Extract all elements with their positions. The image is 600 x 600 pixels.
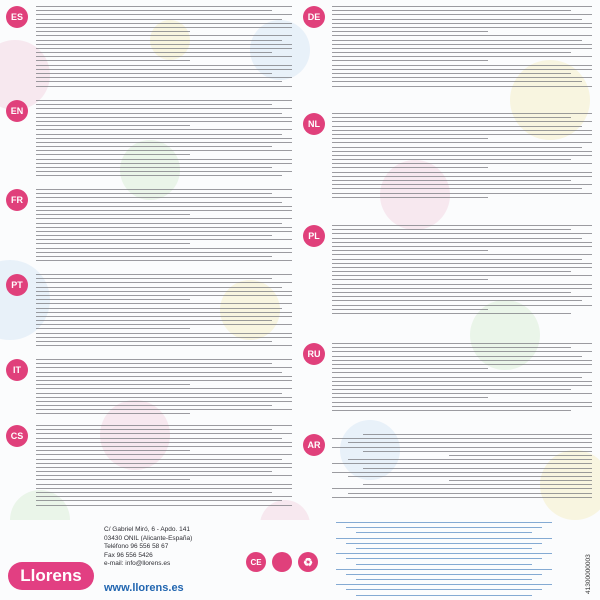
text-line xyxy=(332,393,592,394)
text-line xyxy=(36,227,292,228)
text-line xyxy=(36,73,272,74)
warning-section-de xyxy=(300,4,600,111)
language-badge: EN xyxy=(6,100,28,122)
text-line xyxy=(332,300,582,301)
text-line xyxy=(36,405,272,406)
text-line xyxy=(332,381,592,382)
text-line xyxy=(36,312,292,313)
text-line xyxy=(449,480,592,481)
text-line xyxy=(332,356,582,357)
text-line xyxy=(36,341,272,342)
text-line xyxy=(36,433,292,434)
text-line xyxy=(36,69,292,70)
address-line: Fax 96 556 5426 xyxy=(104,551,153,559)
text-line xyxy=(348,442,592,443)
text-line xyxy=(332,172,592,173)
text-line xyxy=(36,19,282,20)
notice-line xyxy=(336,584,553,585)
text-line xyxy=(332,296,592,297)
text-line xyxy=(36,467,292,468)
text-line xyxy=(36,235,272,236)
language-badge: RU xyxy=(303,343,325,365)
text-line xyxy=(332,23,592,24)
brand-logo xyxy=(8,556,100,592)
notice-line xyxy=(356,548,532,549)
text-line xyxy=(36,129,292,130)
text-line xyxy=(36,252,292,253)
text-line xyxy=(36,243,190,244)
text-line xyxy=(332,364,592,365)
text-line xyxy=(36,27,292,28)
text-line xyxy=(363,434,592,435)
text-line xyxy=(332,288,592,289)
notice-line xyxy=(346,574,543,575)
notice-line xyxy=(356,564,532,565)
text-line xyxy=(36,320,272,321)
text-line xyxy=(36,142,292,143)
product-code xyxy=(584,520,596,600)
text-line xyxy=(36,108,292,109)
text-line xyxy=(36,189,292,190)
warning-section-fr xyxy=(0,187,300,272)
text-line xyxy=(332,138,488,139)
text-line xyxy=(36,171,292,172)
text-line xyxy=(36,48,292,49)
language-badge: PL xyxy=(303,225,325,247)
text-line xyxy=(36,303,292,304)
text-line xyxy=(332,86,592,87)
text-line xyxy=(332,184,592,185)
text-line xyxy=(36,291,292,292)
warning-text-block xyxy=(36,359,292,421)
text-line xyxy=(36,134,282,135)
language-badge: CS xyxy=(6,425,28,447)
text-line xyxy=(36,6,292,7)
warning-text-block xyxy=(36,100,292,185)
text-line xyxy=(36,40,282,41)
address-line: C/ Gabriel Miró, 6 - Apdo. 141 xyxy=(104,526,190,533)
text-line xyxy=(36,175,282,176)
text-line xyxy=(36,81,282,82)
text-line xyxy=(36,328,190,329)
text-line xyxy=(36,380,292,381)
keep-information-notice xyxy=(318,522,570,600)
text-line xyxy=(332,142,592,143)
certification-marks xyxy=(246,552,326,576)
text-line xyxy=(36,500,282,501)
text-line xyxy=(36,231,292,232)
text-line xyxy=(36,363,272,364)
text-line xyxy=(332,73,571,74)
text-line xyxy=(36,274,292,275)
age-warning-icon xyxy=(272,552,292,572)
text-line xyxy=(332,193,592,194)
warning-text-block xyxy=(332,225,592,339)
text-line xyxy=(36,223,282,224)
ce-mark-icon: CE xyxy=(246,552,266,572)
text-line xyxy=(348,476,592,477)
text-line xyxy=(332,180,571,181)
text-line xyxy=(363,468,592,469)
text-line xyxy=(332,389,571,390)
text-line xyxy=(36,454,292,455)
text-line xyxy=(36,138,292,139)
text-line xyxy=(36,197,292,198)
text-line xyxy=(332,267,592,268)
text-line xyxy=(332,275,592,276)
text-line xyxy=(36,446,292,447)
right-column xyxy=(300,0,600,520)
text-line xyxy=(36,367,292,368)
text-line xyxy=(332,167,488,168)
warning-section-en xyxy=(0,98,300,187)
text-line xyxy=(36,337,292,338)
text-line xyxy=(36,316,292,317)
address-line: e-mail: info@llorens.es xyxy=(104,560,171,568)
language-badge: IT xyxy=(6,359,28,381)
text-line xyxy=(332,368,488,369)
text-line xyxy=(36,345,292,346)
warning-text-block xyxy=(332,6,592,109)
text-line xyxy=(332,69,592,70)
text-line xyxy=(332,438,592,439)
text-line xyxy=(36,505,292,506)
text-line xyxy=(36,492,272,493)
text-line xyxy=(332,279,488,280)
text-line xyxy=(332,113,592,114)
text-line xyxy=(332,351,592,352)
text-line xyxy=(332,385,592,386)
text-line xyxy=(36,167,272,168)
text-line xyxy=(332,488,592,489)
text-line xyxy=(332,233,592,234)
text-line xyxy=(332,497,592,498)
text-line xyxy=(36,146,272,147)
notice-line xyxy=(336,522,553,523)
warning-section-es xyxy=(0,4,300,98)
text-line xyxy=(36,278,272,279)
text-line xyxy=(36,359,292,360)
text-line xyxy=(36,10,272,11)
text-line xyxy=(332,372,592,373)
text-line xyxy=(332,229,571,230)
text-line xyxy=(332,225,592,226)
text-line xyxy=(36,210,292,211)
text-line xyxy=(332,360,592,361)
footer xyxy=(0,520,600,600)
language-badge: DE xyxy=(303,6,325,28)
warning-section-cs xyxy=(0,423,300,517)
text-line xyxy=(332,242,592,243)
text-line xyxy=(36,401,292,402)
language-badge: FR xyxy=(6,189,28,211)
text-line xyxy=(36,282,292,283)
text-line xyxy=(36,159,292,160)
text-line xyxy=(36,14,292,15)
text-line xyxy=(332,309,488,310)
text-line xyxy=(36,193,272,194)
text-line xyxy=(363,451,592,452)
text-line xyxy=(332,121,592,122)
text-line xyxy=(36,324,292,325)
text-line xyxy=(332,6,592,7)
text-line xyxy=(332,377,582,378)
text-line xyxy=(332,65,592,66)
warning-section-pl xyxy=(300,223,600,341)
warning-text-block xyxy=(332,343,592,430)
text-line xyxy=(332,397,488,398)
address-line: 03430 ONIL (Alicante-España) xyxy=(104,534,193,542)
text-line xyxy=(332,447,592,448)
text-line xyxy=(332,292,571,293)
address-line: Teléfono 96 556 58 67 xyxy=(104,543,169,551)
text-line xyxy=(332,176,592,177)
text-line xyxy=(332,271,571,272)
text-line xyxy=(36,287,282,288)
text-line xyxy=(332,402,592,403)
text-line xyxy=(36,496,292,497)
text-line xyxy=(36,376,292,377)
text-line xyxy=(332,52,571,53)
notice-line xyxy=(356,532,532,533)
text-line xyxy=(36,425,292,426)
notice-line xyxy=(346,543,543,544)
text-line xyxy=(36,86,292,87)
text-line xyxy=(332,188,582,189)
text-line xyxy=(36,333,292,334)
text-line xyxy=(332,246,592,247)
website-link[interactable]: www.llorens.es xyxy=(104,582,184,594)
text-line xyxy=(36,150,292,151)
text-line xyxy=(36,388,292,389)
language-badge: AR xyxy=(303,434,325,456)
text-line xyxy=(36,214,190,215)
text-line xyxy=(36,384,190,385)
text-line xyxy=(363,484,592,485)
text-line xyxy=(36,56,292,57)
text-line xyxy=(36,248,292,249)
text-line xyxy=(332,126,582,127)
text-line xyxy=(36,260,292,261)
text-line xyxy=(332,60,488,61)
text-line xyxy=(332,44,592,45)
text-line xyxy=(36,459,282,460)
text-line xyxy=(36,65,292,66)
text-line xyxy=(36,463,292,464)
text-line xyxy=(348,493,592,494)
text-line xyxy=(332,151,592,152)
text-line xyxy=(36,44,292,45)
text-line xyxy=(36,429,272,430)
warning-section-pt xyxy=(0,272,300,357)
text-line xyxy=(332,284,592,285)
text-line xyxy=(332,159,571,160)
warning-section-nl xyxy=(300,111,600,223)
text-line xyxy=(36,471,272,472)
text-line xyxy=(36,202,282,203)
notice-line xyxy=(336,538,553,539)
text-line xyxy=(332,48,592,49)
text-line xyxy=(36,488,292,489)
text-line xyxy=(332,463,592,464)
warning-text-block xyxy=(36,189,292,270)
text-line xyxy=(36,295,292,296)
text-line xyxy=(36,31,190,32)
text-line xyxy=(332,117,571,118)
text-line xyxy=(332,81,582,82)
text-line xyxy=(36,35,292,36)
text-line xyxy=(332,14,592,15)
text-line xyxy=(36,438,282,439)
text-line xyxy=(36,239,292,240)
text-line xyxy=(36,475,292,476)
text-line xyxy=(348,459,592,460)
text-line xyxy=(332,163,592,164)
text-line xyxy=(36,113,282,114)
language-badge: PT xyxy=(6,274,28,296)
text-line xyxy=(36,117,292,118)
language-badge: NL xyxy=(303,113,325,135)
notice-line xyxy=(336,569,553,570)
text-line xyxy=(332,35,592,36)
text-line xyxy=(36,409,292,410)
text-line xyxy=(332,19,582,20)
text-line xyxy=(332,343,592,344)
text-line xyxy=(36,479,190,480)
text-line xyxy=(332,27,592,28)
notice-line xyxy=(346,589,543,590)
text-line xyxy=(332,197,488,198)
text-line xyxy=(332,155,592,156)
language-badge: ES xyxy=(6,6,28,28)
text-line xyxy=(332,238,582,239)
text-line xyxy=(36,121,292,122)
text-line xyxy=(332,259,582,260)
text-line xyxy=(332,313,571,314)
text-line xyxy=(36,442,292,443)
warning-text-block xyxy=(332,113,592,221)
company-address xyxy=(104,526,254,569)
logo-wordmark: Llorens xyxy=(8,562,94,590)
text-line xyxy=(36,256,272,257)
warning-text-block xyxy=(332,434,592,516)
warning-section-ar xyxy=(300,432,600,518)
text-line xyxy=(332,147,582,148)
text-line xyxy=(36,77,292,78)
text-line xyxy=(332,134,592,135)
text-line xyxy=(332,10,571,11)
text-line xyxy=(449,455,592,456)
notice-line xyxy=(336,553,553,554)
text-line xyxy=(332,77,592,78)
recycle-icon: ♻ xyxy=(298,552,318,572)
notice-line xyxy=(346,527,543,528)
text-line xyxy=(36,154,190,155)
text-line xyxy=(332,472,592,473)
notice-line xyxy=(356,595,532,596)
text-line xyxy=(332,410,571,411)
notice-line xyxy=(356,579,532,580)
warning-text-block xyxy=(36,274,292,355)
warning-section-ru xyxy=(300,341,600,432)
text-line xyxy=(332,406,592,407)
text-line xyxy=(332,347,571,348)
text-line xyxy=(36,372,282,373)
notice-line xyxy=(346,558,543,559)
text-line xyxy=(36,308,282,309)
product-code-number: 41300000003 xyxy=(585,554,592,594)
text-line xyxy=(36,393,282,394)
text-line xyxy=(36,397,292,398)
text-line xyxy=(36,484,292,485)
text-line xyxy=(36,104,272,105)
text-line xyxy=(36,60,190,61)
text-line xyxy=(36,299,190,300)
text-line xyxy=(332,31,488,32)
text-line xyxy=(332,56,592,57)
left-column xyxy=(0,0,300,520)
text-line xyxy=(36,163,292,164)
warning-text-block xyxy=(36,6,292,96)
warning-section-it xyxy=(0,357,300,423)
text-line xyxy=(36,125,190,126)
text-line xyxy=(36,413,190,414)
text-line xyxy=(36,218,292,219)
text-line xyxy=(332,263,592,264)
text-line xyxy=(36,23,292,24)
text-line xyxy=(332,254,592,255)
text-line xyxy=(332,250,488,251)
text-line xyxy=(36,206,292,207)
text-line xyxy=(332,40,582,41)
text-line xyxy=(332,305,592,306)
text-line xyxy=(36,450,190,451)
text-line xyxy=(332,130,592,131)
text-line xyxy=(36,52,272,53)
warning-text-block xyxy=(36,425,292,515)
text-line xyxy=(36,100,292,101)
